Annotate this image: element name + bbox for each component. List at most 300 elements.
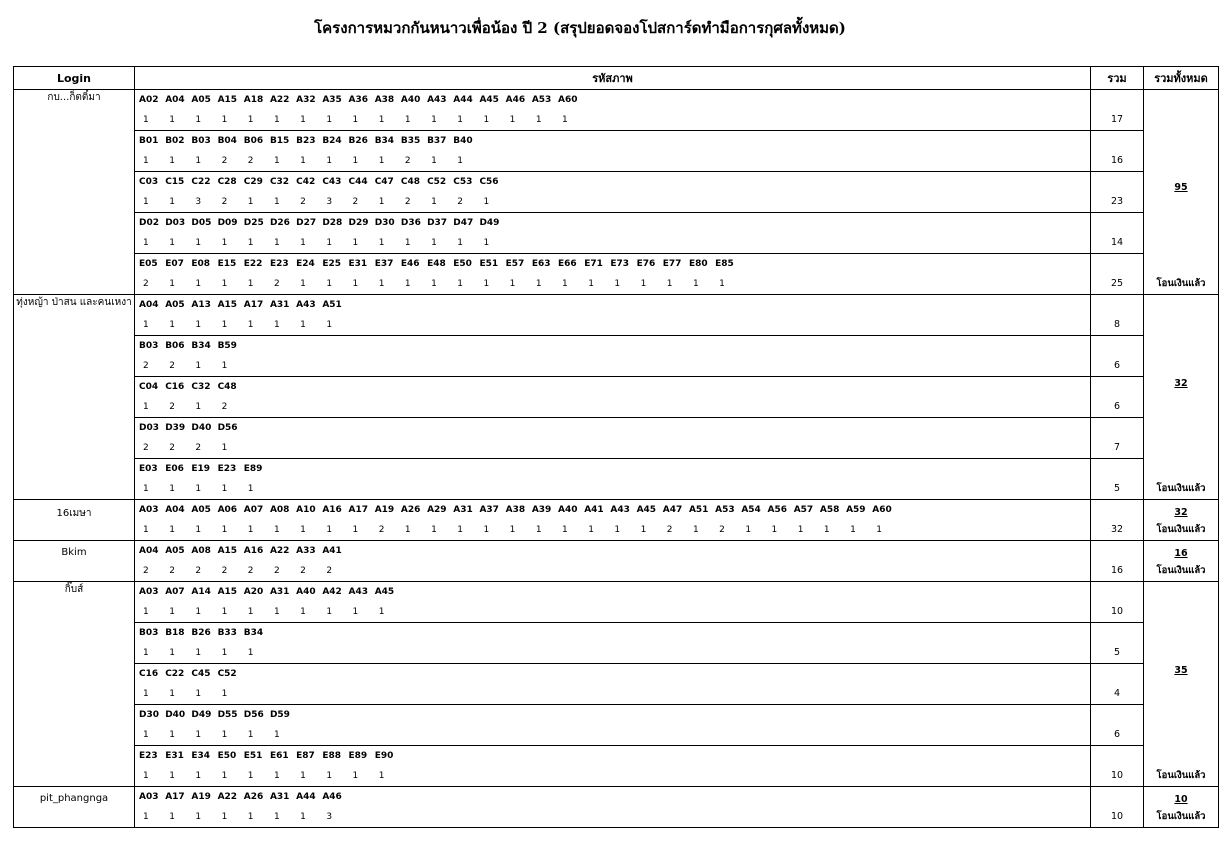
quantity: 1 — [614, 525, 621, 535]
quantity: 1 — [614, 279, 621, 289]
image-code: E31 — [165, 751, 184, 761]
row-sum-cell — [1091, 336, 1144, 377]
quantity: 1 — [195, 689, 202, 699]
image-code: C52 — [427, 177, 447, 187]
image-code: C04 — [139, 382, 159, 392]
image-code: E71 — [584, 259, 603, 269]
quantity: 1 — [169, 812, 175, 822]
image-code: A14 — [191, 587, 211, 597]
quantity: 2 — [273, 566, 280, 576]
row-sum: 16 — [1110, 155, 1124, 166]
quantity: 1 — [143, 156, 149, 166]
image-code: A22 — [269, 95, 290, 105]
image-code: A31 — [269, 792, 290, 802]
image-code: B34 — [374, 136, 395, 146]
table-row — [14, 131, 1219, 172]
table-row — [14, 787, 1219, 828]
quantity: 1 — [247, 484, 254, 494]
image-code: C44 — [348, 177, 368, 187]
image-code: A35 — [322, 95, 342, 105]
row-sum: 16 — [1110, 565, 1124, 576]
image-code: A05 — [191, 95, 211, 105]
image-codes — [135, 295, 1090, 315]
login-name: กบ...ก็ตติ์มา — [14, 90, 135, 295]
quantity: 1 — [588, 525, 594, 535]
quantity: 1 — [535, 525, 542, 535]
image-code: E63 — [531, 259, 551, 269]
login-name: 16เมษา — [14, 500, 135, 541]
quantity: 1 — [195, 156, 202, 166]
quantity: 1 — [169, 279, 175, 289]
group-total: 32 — [1174, 507, 1188, 518]
quantity: 2 — [143, 279, 149, 289]
quantity: 1 — [143, 115, 149, 125]
group-total-cell — [1144, 90, 1219, 295]
image-code: E89 — [348, 751, 368, 761]
quantity: 1 — [143, 689, 149, 699]
table-row — [14, 90, 1219, 131]
quantities — [135, 151, 1090, 171]
quantity: 1 — [221, 115, 228, 125]
payment-status: โอนเงินแล้ว — [1156, 483, 1206, 494]
quantity: 2 — [404, 197, 411, 207]
quantity: 1 — [509, 525, 516, 535]
image-code: A05 — [191, 505, 211, 515]
quantity: 1 — [273, 771, 280, 781]
login-name: ทุ่งหญ้า ป่าสน และคนเหงา — [14, 295, 135, 500]
image-code: A40 — [558, 505, 578, 515]
quantity: 1 — [640, 279, 647, 289]
image-code: B37 — [427, 136, 447, 146]
quantity: 1 — [195, 279, 202, 289]
image-code: A37 — [479, 505, 499, 515]
image-codes — [135, 705, 1090, 725]
quantity: 1 — [273, 812, 280, 822]
quantity: 1 — [195, 115, 202, 125]
quantity: 2 — [247, 566, 254, 576]
table-row — [14, 459, 1219, 500]
quantity: 1 — [457, 525, 463, 535]
row-sum: 7 — [1113, 442, 1121, 453]
image-code: A54 — [741, 505, 761, 515]
image-code: E22 — [243, 259, 263, 269]
image-code: A22 — [217, 792, 238, 802]
quantity: 1 — [457, 279, 463, 289]
table-row — [14, 705, 1219, 746]
row-sum-cell — [1091, 705, 1144, 746]
quantity: 1 — [483, 197, 490, 207]
quantities — [135, 807, 1090, 827]
image-codes — [135, 418, 1090, 438]
image-code: C45 — [191, 669, 211, 679]
quantity: 1 — [300, 812, 306, 822]
image-code: D55 — [217, 710, 238, 720]
quantity: 1 — [326, 279, 333, 289]
quantity: 1 — [143, 197, 149, 207]
quantity: 1 — [247, 238, 254, 248]
image-code: D30 — [374, 218, 395, 228]
image-code-cell — [135, 295, 1091, 336]
image-code: E06 — [165, 464, 184, 474]
image-code: D59 — [269, 710, 290, 720]
image-code: A26 — [400, 505, 421, 515]
image-code: B59 — [217, 341, 237, 351]
image-code: A45 — [479, 95, 499, 105]
image-code: A16 — [322, 505, 342, 515]
row-sum: 10 — [1110, 606, 1124, 617]
quantity: 2 — [221, 402, 228, 412]
table-row — [14, 418, 1219, 459]
quantity: 1 — [300, 115, 306, 125]
image-code: A29 — [427, 505, 447, 515]
image-code-cell — [135, 418, 1091, 459]
quantity: 1 — [221, 607, 228, 617]
quantity: 1 — [195, 320, 202, 330]
payment-status: โอนเงินแล้ว — [1156, 278, 1206, 289]
table-row — [14, 623, 1219, 664]
quantity: 1 — [195, 484, 202, 494]
image-code: A07 — [243, 505, 264, 515]
quantity: 1 — [378, 279, 385, 289]
row-sum-cell — [1091, 541, 1144, 582]
image-code-cell — [135, 131, 1091, 172]
image-code-cell — [135, 746, 1091, 787]
image-code: A04 — [139, 300, 159, 310]
quantity: 2 — [143, 566, 149, 576]
image-code: A53 — [531, 95, 552, 105]
quantities — [135, 438, 1090, 458]
image-code: D26 — [269, 218, 290, 228]
quantity: 1 — [169, 771, 175, 781]
image-code: A07 — [165, 587, 185, 597]
image-code-cell — [135, 623, 1091, 664]
image-code-cell — [135, 254, 1091, 295]
image-code: E25 — [322, 259, 341, 269]
image-codes — [135, 664, 1090, 684]
quantity: 1 — [326, 115, 333, 125]
quantities — [135, 561, 1090, 581]
image-code: C28 — [217, 177, 237, 187]
image-code: A02 — [139, 95, 159, 105]
row-sum-cell — [1091, 582, 1144, 623]
quantity: 1 — [483, 279, 490, 289]
image-code: B23 — [296, 136, 316, 146]
image-code: A51 — [688, 505, 709, 515]
quantity: 1 — [692, 279, 699, 289]
image-code: A03 — [139, 587, 159, 597]
table-row — [14, 336, 1219, 377]
quantity: 1 — [247, 320, 254, 330]
table-row — [14, 213, 1219, 254]
image-code: E76 — [636, 259, 656, 269]
quantity: 1 — [326, 156, 333, 166]
row-sum-cell — [1091, 377, 1144, 418]
row-sum: 17 — [1110, 114, 1124, 125]
image-code: E07 — [165, 259, 184, 269]
row-sum-cell — [1091, 172, 1144, 213]
quantity: 1 — [457, 238, 463, 248]
image-code: A18 — [243, 95, 264, 105]
quantity: 2 — [666, 525, 673, 535]
image-code: A04 — [139, 546, 159, 556]
row-sum-cell — [1091, 623, 1144, 664]
image-code: A15 — [217, 587, 238, 597]
quantity: 1 — [195, 361, 202, 371]
quantity: 3 — [195, 197, 202, 207]
quantity: 3 — [326, 812, 333, 822]
image-code-cell — [135, 213, 1091, 254]
group-total-cell — [1144, 582, 1219, 787]
quantities — [135, 725, 1090, 745]
payment-status: โอนเงินแล้ว — [1156, 770, 1206, 781]
group-total: 16 — [1174, 548, 1188, 559]
image-code: A15 — [217, 95, 238, 105]
quantities — [135, 479, 1090, 499]
image-code: A04 — [165, 95, 185, 105]
quantity: 1 — [195, 607, 202, 617]
table-row — [14, 541, 1219, 582]
image-codes — [135, 213, 1090, 233]
row-sum-cell — [1091, 787, 1144, 828]
quantity: 1 — [352, 607, 359, 617]
quantity: 1 — [378, 197, 385, 207]
quantity: 1 — [326, 525, 333, 535]
image-code-cell — [135, 541, 1091, 582]
image-code: A60 — [872, 505, 892, 515]
row-sum: 32 — [1110, 524, 1124, 535]
quantity: 1 — [247, 525, 254, 535]
table-row — [14, 377, 1219, 418]
image-code: A46 — [505, 95, 526, 105]
image-codes — [135, 336, 1090, 356]
image-code-cell — [135, 90, 1091, 131]
quantities — [135, 233, 1090, 253]
quantity: 1 — [221, 689, 228, 699]
image-code: A16 — [243, 546, 264, 556]
image-code: A08 — [269, 505, 290, 515]
image-code: D28 — [322, 218, 343, 228]
image-code: A22 — [269, 546, 290, 556]
row-sum: 10 — [1110, 811, 1124, 822]
image-code: A15 — [217, 300, 238, 310]
image-code: C22 — [191, 177, 211, 187]
image-code: A45 — [374, 587, 395, 597]
image-code: C53 — [453, 177, 473, 187]
image-code: E77 — [662, 259, 682, 269]
image-code: E85 — [715, 259, 734, 269]
image-code: A32 — [296, 95, 316, 105]
row-sum-cell — [1091, 746, 1144, 787]
group-total-cell — [1144, 500, 1219, 541]
image-code: A19 — [191, 792, 211, 802]
quantities — [135, 192, 1090, 212]
quantities — [135, 274, 1090, 294]
image-code: E90 — [374, 751, 394, 761]
image-code: D30 — [139, 710, 159, 720]
quantity: 1 — [326, 320, 333, 330]
quantity: 1 — [326, 771, 333, 781]
quantity: 1 — [143, 484, 149, 494]
image-code: A43 — [348, 587, 368, 597]
row-sum-cell — [1091, 131, 1144, 172]
row-sum-cell — [1091, 254, 1144, 295]
header-login: Login — [14, 67, 135, 90]
quantities — [135, 766, 1090, 786]
quantity: 1 — [169, 156, 175, 166]
quantity: 1 — [378, 115, 385, 125]
header-sum: รวม — [1091, 67, 1144, 90]
group-total: 32 — [1174, 378, 1188, 389]
image-code: B01 — [139, 136, 159, 146]
quantity: 1 — [143, 525, 149, 535]
row-sum: 10 — [1110, 770, 1124, 781]
image-code: A60 — [558, 95, 578, 105]
image-code: A40 — [400, 95, 421, 105]
quantity: 2 — [143, 361, 149, 371]
image-code: D47 — [453, 218, 474, 228]
quantity: 1 — [378, 238, 385, 248]
quantity: 1 — [431, 238, 437, 248]
quantity: 1 — [221, 525, 228, 535]
quantity: 1 — [169, 197, 175, 207]
row-sum: 4 — [1113, 688, 1121, 699]
image-code: B35 — [400, 136, 421, 146]
image-code: A44 — [296, 792, 316, 802]
image-code: A43 — [296, 300, 316, 310]
quantity: 1 — [378, 156, 385, 166]
quantity: 1 — [823, 525, 830, 535]
quantity: 1 — [483, 525, 490, 535]
quantity: 2 — [169, 402, 175, 412]
image-code: B06 — [165, 341, 185, 351]
image-code: E48 — [427, 259, 446, 269]
quantity: 1 — [666, 279, 673, 289]
login-name: กิ๊บส์ — [14, 582, 135, 787]
group-total: 35 — [1174, 665, 1188, 676]
image-code: E51 — [243, 751, 263, 761]
quantity: 1 — [404, 525, 411, 535]
quantity: 1 — [195, 402, 202, 412]
group-total-cell — [1144, 295, 1219, 500]
quantity: 1 — [352, 771, 359, 781]
image-code: A43 — [427, 95, 447, 105]
quantity: 1 — [509, 115, 516, 125]
quantity: 1 — [300, 771, 306, 781]
quantity: 2 — [300, 197, 306, 207]
quantity: 1 — [143, 320, 149, 330]
image-code: D40 — [165, 710, 186, 720]
quantity: 1 — [352, 525, 359, 535]
quantity: 1 — [483, 238, 490, 248]
table-row — [14, 664, 1219, 705]
image-code: D37 — [427, 218, 448, 228]
quantity: 1 — [273, 197, 280, 207]
header-row — [14, 67, 1219, 90]
table-row — [14, 172, 1219, 213]
quantity: 1 — [535, 279, 542, 289]
quantity: 1 — [509, 279, 516, 289]
quantity: 1 — [378, 771, 385, 781]
image-code: C42 — [296, 177, 316, 187]
quantity: 1 — [221, 730, 228, 740]
image-code: C48 — [217, 382, 237, 392]
quantity: 1 — [195, 238, 202, 248]
quantity: 1 — [247, 812, 254, 822]
quantity: 1 — [457, 115, 463, 125]
image-code: B02 — [165, 136, 185, 146]
image-code: A56 — [767, 505, 787, 515]
quantity: 1 — [797, 525, 804, 535]
quantity: 1 — [300, 279, 306, 289]
quantity: 1 — [169, 607, 175, 617]
image-code: A31 — [269, 300, 290, 310]
quantity: 1 — [143, 648, 149, 658]
quantity: 1 — [273, 730, 280, 740]
quantity: 1 — [562, 279, 568, 289]
order-summary-table — [13, 66, 1219, 828]
image-code: B40 — [453, 136, 473, 146]
quantity: 1 — [719, 279, 725, 289]
image-code: B34 — [191, 341, 211, 351]
image-code: A51 — [322, 300, 342, 310]
image-code: E24 — [296, 259, 315, 269]
quantity: 1 — [169, 689, 175, 699]
image-code: A05 — [165, 546, 185, 556]
image-code: E61 — [269, 751, 289, 761]
image-codes — [135, 500, 1090, 520]
quantity: 1 — [273, 238, 280, 248]
image-code: A26 — [243, 792, 264, 802]
quantity: 1 — [300, 156, 306, 166]
quantity: 2 — [326, 566, 333, 576]
quantity: 1 — [247, 115, 254, 125]
quantity: 1 — [143, 607, 149, 617]
image-code: C32 — [191, 382, 211, 392]
quantity: 2 — [221, 197, 228, 207]
quantity: 1 — [588, 279, 594, 289]
row-sum: 6 — [1113, 729, 1121, 740]
quantity: 1 — [221, 279, 228, 289]
image-codes — [135, 172, 1090, 192]
quantity: 2 — [352, 197, 359, 207]
quantity: 1 — [273, 156, 280, 166]
quantity: 2 — [195, 443, 202, 453]
quantity: 1 — [221, 484, 228, 494]
quantity: 1 — [352, 156, 359, 166]
image-code: B03 — [139, 341, 159, 351]
quantity: 1 — [692, 525, 699, 535]
image-code: C47 — [374, 177, 394, 187]
image-code: B18 — [165, 628, 185, 638]
quantity: 2 — [247, 156, 254, 166]
image-code: D25 — [243, 218, 264, 228]
image-code: E08 — [191, 259, 211, 269]
image-codes — [135, 787, 1090, 807]
image-code: D39 — [165, 423, 186, 433]
image-code: E50 — [217, 751, 237, 761]
image-code-cell — [135, 705, 1091, 746]
quantity: 1 — [771, 525, 778, 535]
quantity: 2 — [378, 525, 385, 535]
image-codes — [135, 377, 1090, 397]
image-code-cell — [135, 582, 1091, 623]
quantity: 2 — [221, 566, 228, 576]
image-code: E37 — [374, 259, 394, 269]
image-code: E05 — [139, 259, 158, 269]
image-code: A44 — [453, 95, 473, 105]
image-code: A38 — [505, 505, 526, 515]
row-sum-cell — [1091, 213, 1144, 254]
